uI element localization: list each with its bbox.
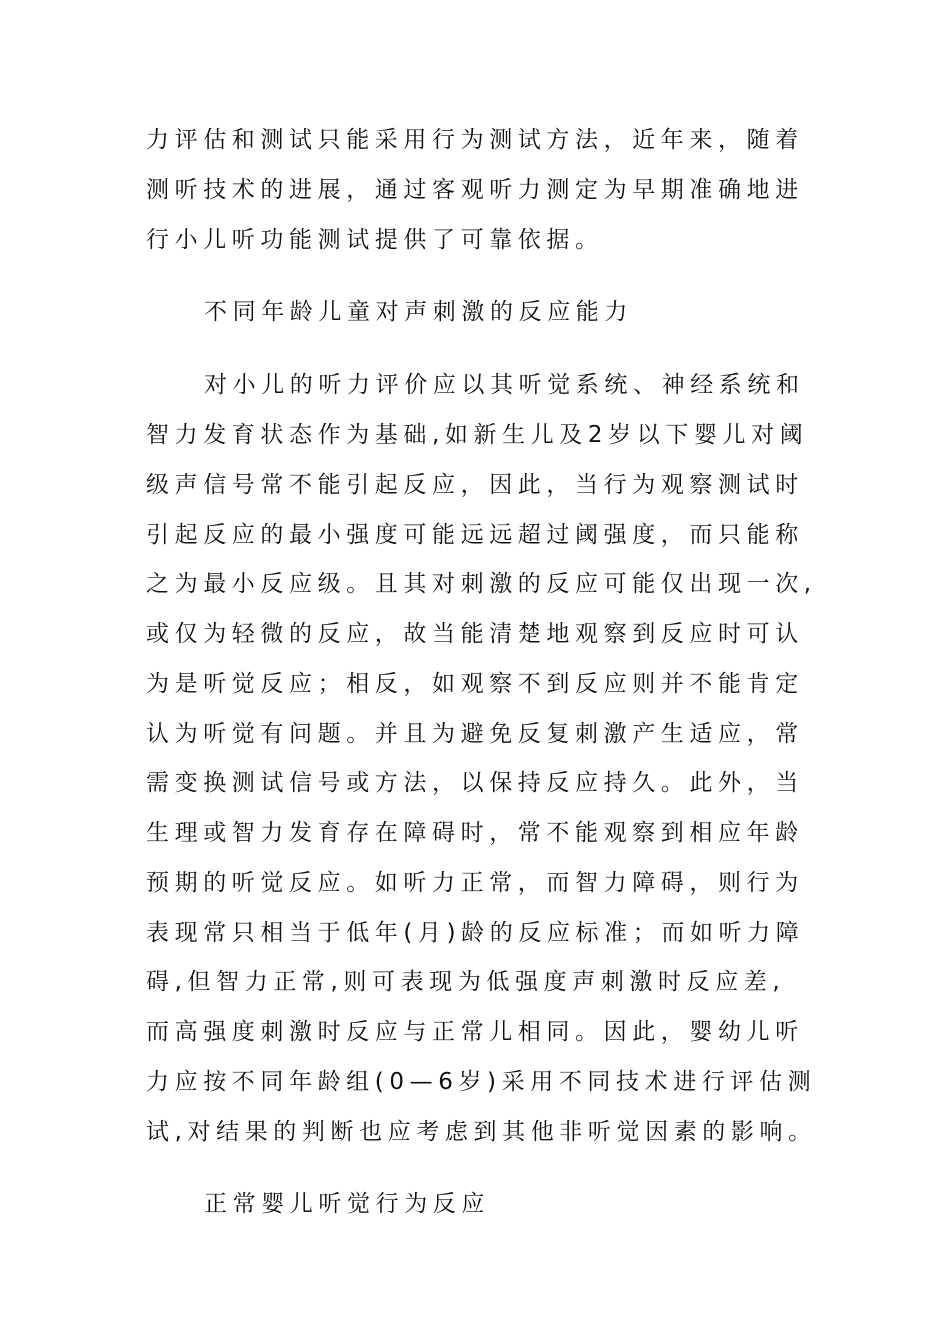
paragraph-line: 对小儿的听力评价应以其听觉系统、神经系统和 xyxy=(204,372,805,398)
paragraph-line: 引起反应的最小强度可能远远超过阈强度，而只能称 xyxy=(146,522,804,548)
paragraph-line: 碍,但智力正常,则可表现为低强度声刺激时反应差, xyxy=(146,969,786,995)
paragraph-line: 级声信号常不能引起反应，因此，当行为观察测试时 xyxy=(146,472,804,498)
paragraph-line: 试,对结果的判断也应考虑到其他非听觉因素的影响。 xyxy=(146,1119,817,1145)
paragraph-line: 认为听觉有问题。并且为避免反复刺激产生适应，常 xyxy=(146,721,804,747)
paragraph-line: 预期的听觉反应。如听力正常，而智力障碍，则行为 xyxy=(146,870,804,896)
paragraph-line: 力应按不同年龄组(0—6岁)采用不同技术进行评估测 xyxy=(146,1069,817,1095)
paragraph-line: 生理或智力发育存在障碍时，常不能观察到相应年龄 xyxy=(146,820,804,846)
paragraph-line: 智力发育状态作为基础,如新生儿及2岁以下婴儿对阈 xyxy=(146,422,809,448)
paragraph-line: 而高强度刺激时反应与正常儿相同。因此，婴幼儿听 xyxy=(146,1019,804,1045)
section-heading: 不同年龄儿童对声刺激的反应能力 xyxy=(204,299,633,325)
paragraph-line: 之为最小反应级。且其对刺激的反应可能仅出现一次, xyxy=(146,571,817,597)
paragraph-line: 测听技术的进展，通过客观听力测定为早期准确地进 xyxy=(146,177,804,203)
paragraph-line: 力评估和测试只能采用行为测试方法，近年来，随着 xyxy=(146,127,804,153)
paragraph-line: 或仅为轻微的反应，故当能清楚地观察到反应时可认 xyxy=(146,621,804,647)
section-heading: 正常婴儿听觉行为反应 xyxy=(204,1191,490,1217)
paragraph-line: 行小儿听功能测试提供了可靠依据。 xyxy=(146,227,604,253)
paragraph-line: 为是听觉反应；相反，如观察不到反应则并不能肯定 xyxy=(146,671,804,697)
paragraph-line: 表现常只相当于低年(月)龄的反应标准；而如听力障 xyxy=(146,920,805,946)
paragraph-line: 需变换测试信号或方法，以保持反应持久。此外，当 xyxy=(146,770,804,796)
